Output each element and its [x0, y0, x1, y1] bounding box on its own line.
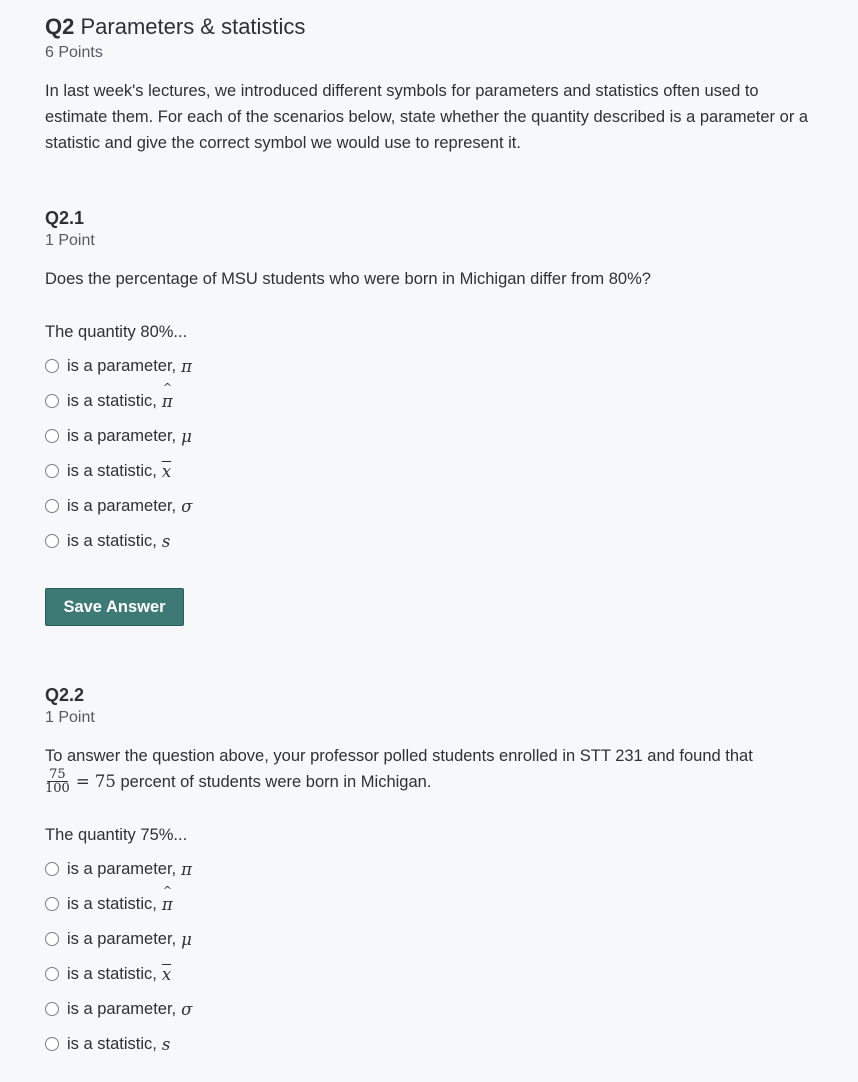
radio-button[interactable] — [45, 534, 59, 548]
question-intro: In last week's lectures, we introduced different symbols for parameters and statistics often used to estimate them. For each of the scenarios below, state whether the quantity described is a parameter or a statistic and give the correct symbol we would use to represent it. — [45, 82, 809, 152]
radio-button[interactable] — [45, 429, 59, 443]
question-points: 6 Points — [45, 44, 103, 61]
question-rest: percent of students were born in Michigan. — [115, 772, 432, 791]
option-label: is a parameter, — [67, 356, 177, 375]
option-symbol: ^ π — [162, 392, 173, 411]
subquestion-points-q2-2: 1 Point — [45, 709, 95, 726]
subquestion-title-q2-1: Q2.1 — [45, 208, 85, 228]
option-label: is a statistic, — [67, 461, 157, 480]
option-symbol: μ — [181, 426, 192, 446]
subquestion-points-q2-1: 1 Point — [45, 232, 95, 249]
q2-1-option-statistic-pi-hat[interactable] — [45, 390, 173, 412]
radio-button[interactable] — [45, 967, 59, 981]
q2-1-option-parameter-sigma[interactable] — [45, 495, 192, 517]
q2-2-option-statistic-pi-hat[interactable] — [45, 893, 173, 915]
option-label: is a parameter, — [67, 496, 177, 515]
option-symbol: s — [161, 1034, 171, 1054]
q2-2-option-statistic-x-bar[interactable] — [45, 963, 171, 985]
radio-button[interactable] — [45, 499, 59, 513]
subquestion-text-q2-2-line1: To answer the question above, your professor polled students enrolled in STT 231 and found that — [45, 747, 753, 765]
question-title — [45, 13, 305, 41]
subquestion-text-q2-2-line2 — [45, 768, 431, 795]
radio-button[interactable] — [45, 359, 59, 373]
q2-2-option-parameter-mu[interactable] — [45, 928, 192, 950]
q2-1-option-statistic-s[interactable] — [45, 530, 170, 552]
option-symbol: μ — [181, 929, 192, 949]
q2-2-option-statistic-s[interactable] — [45, 1033, 170, 1055]
radio-button[interactable] — [45, 394, 59, 408]
option-symbol: $\overline{x}$ — [161, 964, 172, 984]
q2-1-option-statistic-x-bar[interactable] — [45, 460, 171, 482]
subquestion-text-q2-1: Does the percentage of MSU students who were born in Michigan differ from 80%? — [45, 270, 651, 288]
option-symbol: π — [181, 356, 192, 376]
save-answer-button[interactable]: Save Answer — [45, 588, 184, 626]
option-label: is a parameter, — [67, 426, 177, 445]
option-label: is a statistic, — [67, 964, 157, 983]
q2-2-option-parameter-sigma[interactable] — [45, 998, 192, 1020]
option-symbol: π — [181, 859, 192, 879]
option-label: is a parameter, — [67, 999, 177, 1018]
radio-button[interactable] — [45, 897, 59, 911]
answer-prompt-q2-2: The quantity 75%... — [45, 826, 188, 844]
fraction-denominator: 100 — [45, 781, 70, 796]
radio-button[interactable] — [45, 932, 59, 946]
subquestion-title-q2-2: Q2.2 — [45, 685, 85, 705]
radio-button[interactable] — [45, 862, 59, 876]
option-symbol: $\overline{x}$ — [161, 461, 172, 481]
option-symbol: ^ π — [162, 895, 173, 914]
radio-button[interactable] — [45, 1037, 59, 1051]
question-title-text: Parameters & statistics — [80, 14, 306, 39]
q2-2-option-parameter-pi[interactable] — [45, 858, 192, 880]
option-label: is a statistic, — [67, 1034, 157, 1053]
radio-button[interactable] — [45, 1002, 59, 1016]
option-label: is a statistic, — [67, 531, 157, 550]
fraction-numerator: 75 — [49, 767, 66, 782]
option-symbol: σ — [181, 999, 193, 1019]
equals-value: = 75 — [75, 771, 116, 791]
option-label: is a statistic, — [67, 391, 157, 410]
question-number: Q2 — [45, 14, 75, 39]
option-symbol: σ — [181, 496, 193, 516]
option-label: is a parameter, — [67, 929, 177, 948]
radio-button[interactable] — [45, 464, 59, 478]
q2-1-option-parameter-pi[interactable] — [45, 355, 192, 377]
option-label: is a parameter, — [67, 859, 177, 878]
fraction — [45, 768, 70, 795]
answer-prompt-q2-1: The quantity 80%... — [45, 323, 188, 341]
option-label: is a statistic, — [67, 894, 157, 913]
q2-1-option-parameter-mu[interactable] — [45, 425, 192, 447]
option-symbol: s — [161, 531, 171, 551]
